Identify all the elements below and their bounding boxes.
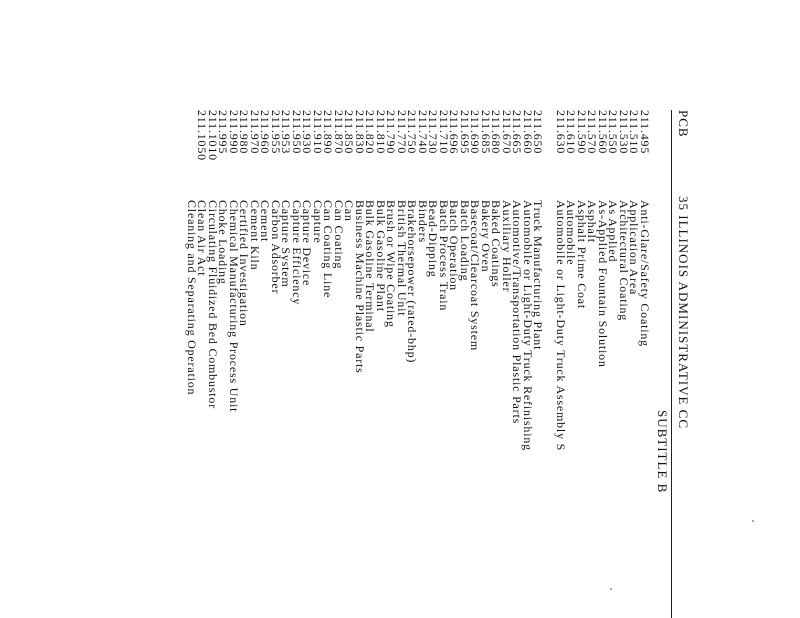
- defined-term: Batch Operation: [447, 200, 462, 291]
- section-number: 211.930: [300, 110, 315, 155]
- section-number: 211.690: [468, 110, 483, 155]
- list-item: [313, 110, 324, 618]
- list-item: [523, 110, 534, 618]
- section-number: 211.1010: [206, 110, 220, 161]
- section-number: 211.850: [342, 110, 357, 155]
- list-item: [428, 110, 439, 618]
- section-number: 211.610: [564, 110, 579, 155]
- defined-term: Capture Efficiency: [290, 200, 304, 306]
- list-item: [556, 110, 567, 618]
- defined-term: Can Coating Line: [321, 200, 336, 299]
- defined-term: Bead-Dipping: [426, 200, 441, 278]
- defined-term: Batch Loading: [458, 200, 472, 282]
- defined-term: Automotive/Transportation Plastic Parts: [510, 200, 525, 425]
- section-number: 211.953: [279, 110, 294, 155]
- section-number: 211.495: [638, 110, 652, 155]
- defined-term: Capture System: [279, 200, 294, 288]
- defined-term: Basecoat/Clearcoat System: [468, 200, 483, 351]
- list-item: [439, 110, 450, 618]
- section-number: 211.750: [405, 110, 420, 155]
- section-number: 211.910: [311, 110, 325, 155]
- section-number: 211.550: [606, 110, 621, 155]
- list-item: [271, 110, 282, 618]
- list-item: [386, 110, 397, 618]
- defined-term: As Applied: [606, 200, 621, 263]
- list-item: [481, 110, 492, 618]
- section-number: 211.630: [554, 110, 568, 155]
- defined-term: Bulk Gasoline Plant: [374, 200, 388, 312]
- list-item: [407, 110, 418, 618]
- defined-term: Asphalt Prime Coat: [575, 200, 589, 310]
- section-number: 211.590: [575, 110, 589, 155]
- section-number: 211.685: [479, 110, 493, 155]
- scan-speck: [752, 520, 754, 522]
- section-number: 211.950: [290, 110, 304, 155]
- defined-term: Truck Manufacturing Plant: [531, 200, 546, 351]
- list-item: [619, 110, 630, 618]
- list-item: [250, 110, 261, 618]
- entry-group: [187, 110, 544, 618]
- list-item: [470, 110, 481, 618]
- defined-term: Business Machine Plastic Parts: [353, 200, 367, 374]
- section-number: 211.830: [353, 110, 367, 155]
- defined-term: Cleaning and Separating Operation: [185, 200, 199, 396]
- section-number: 211.740: [416, 110, 430, 155]
- section-number: 211.570: [585, 110, 600, 155]
- defined-term: As-Applied Fountain Solution: [596, 200, 610, 368]
- section-number: 211.650: [531, 110, 546, 155]
- list-item: [418, 110, 429, 618]
- defined-term: Choke Loading: [216, 200, 231, 285]
- list-item: [376, 110, 387, 618]
- defined-term: Architectural Coating: [617, 200, 631, 322]
- defined-term: Capture Device: [300, 200, 315, 287]
- list-item: [355, 110, 366, 618]
- section-number: 211.696: [447, 110, 462, 155]
- section-number: 211.955: [269, 110, 283, 155]
- entry-group: [556, 110, 651, 618]
- section-number: 211.890: [321, 110, 336, 155]
- section-number: 211.710: [437, 110, 451, 155]
- list-item: [302, 110, 313, 618]
- defined-term: Cement: [258, 200, 273, 243]
- section-number: 211.680: [489, 110, 504, 155]
- list-item: [587, 110, 598, 618]
- list-item: [502, 110, 513, 618]
- defined-term: Chemical Manufacturing Process Unit: [227, 200, 241, 413]
- list-item: [208, 110, 219, 618]
- list-item: [187, 110, 198, 618]
- section-number: 211.530: [617, 110, 631, 155]
- defined-term: Can Coating: [332, 200, 346, 270]
- section-number: 211.960: [258, 110, 273, 155]
- list-item: [577, 110, 588, 618]
- list-item: [260, 110, 271, 618]
- list-item: [460, 110, 471, 618]
- section-number: 211.560: [596, 110, 610, 155]
- section-number: 211.770: [395, 110, 409, 155]
- section-number: 211.990: [227, 110, 241, 155]
- defined-term: Can: [342, 200, 357, 222]
- defined-term: Bulk Gasoline Terminal: [363, 200, 378, 333]
- defined-term: Anti-Glare/Safety Coating: [638, 200, 652, 347]
- section-number: 211.870: [332, 110, 346, 155]
- section-number: 211.1050: [195, 110, 210, 161]
- header-title: 35 ILLINOIS ADMINISTRATIVE CC: [676, 196, 691, 430]
- defined-term: Certified Investigation: [237, 200, 252, 327]
- header-left: PCB: [676, 110, 691, 138]
- list-item: [512, 110, 523, 618]
- defined-term: Automobile or Light-Duty Truck Assembly S: [554, 200, 568, 452]
- list-item: [640, 110, 651, 618]
- defined-term: Application Area: [627, 200, 642, 296]
- section-list: [187, 110, 651, 618]
- defined-term: Capture: [311, 200, 325, 244]
- section-number: 211.790: [384, 110, 399, 155]
- rotated-document: [72, 110, 692, 618]
- defined-term: Brush or Wipe Coating: [384, 200, 399, 328]
- defined-term: Automobile or Light-Duty Truck Refinishing: [521, 200, 535, 451]
- defined-term: Brakehorsepower (rated-bhp): [405, 200, 420, 364]
- list-item: [292, 110, 303, 618]
- section-number: 211.980: [237, 110, 252, 155]
- defined-term: Bakery Oven: [479, 200, 493, 273]
- scan-speck: [610, 588, 612, 590]
- section-number: 211.660: [521, 110, 535, 155]
- list-item: [323, 110, 334, 618]
- list-item: [334, 110, 345, 618]
- section-number: 211.730: [426, 110, 441, 155]
- defined-term: Circulating Fluidized Bed Combustor: [206, 200, 220, 409]
- defined-term: Batch Process Train: [437, 200, 451, 312]
- defined-term: Asphalt: [585, 200, 600, 243]
- defined-term: Auxiliary Holler: [500, 200, 514, 293]
- list-item: [229, 110, 240, 618]
- section-number: 211.995: [216, 110, 231, 155]
- section-number: 211.970: [248, 110, 262, 155]
- list-item: [344, 110, 355, 618]
- defined-term: Binders: [416, 200, 430, 243]
- list-item: [281, 110, 292, 618]
- running-header: [671, 110, 692, 618]
- section-number: 211.695: [458, 110, 472, 155]
- defined-term: Automobile: [564, 200, 579, 266]
- section-number: 211.810: [374, 110, 388, 155]
- defined-term: Carbon Adsorber: [269, 200, 283, 295]
- header-subtitle: SUBTITLE B: [655, 410, 670, 494]
- list-item: [449, 110, 460, 618]
- section-number: 211.665: [510, 110, 525, 155]
- defined-term: British Thermal Unit: [395, 200, 409, 317]
- list-item: [598, 110, 609, 618]
- list-item: [629, 110, 640, 618]
- defined-term: Cement Kiln: [248, 200, 262, 271]
- defined-term: Baked Coatings: [489, 200, 504, 288]
- defined-term: Clean Air Act: [195, 200, 210, 277]
- section-number: 211.510: [627, 110, 642, 155]
- list-item: [491, 110, 502, 618]
- list-item: [397, 110, 408, 618]
- section-number: 211.670: [500, 110, 514, 155]
- section-number: 211.820: [363, 110, 378, 155]
